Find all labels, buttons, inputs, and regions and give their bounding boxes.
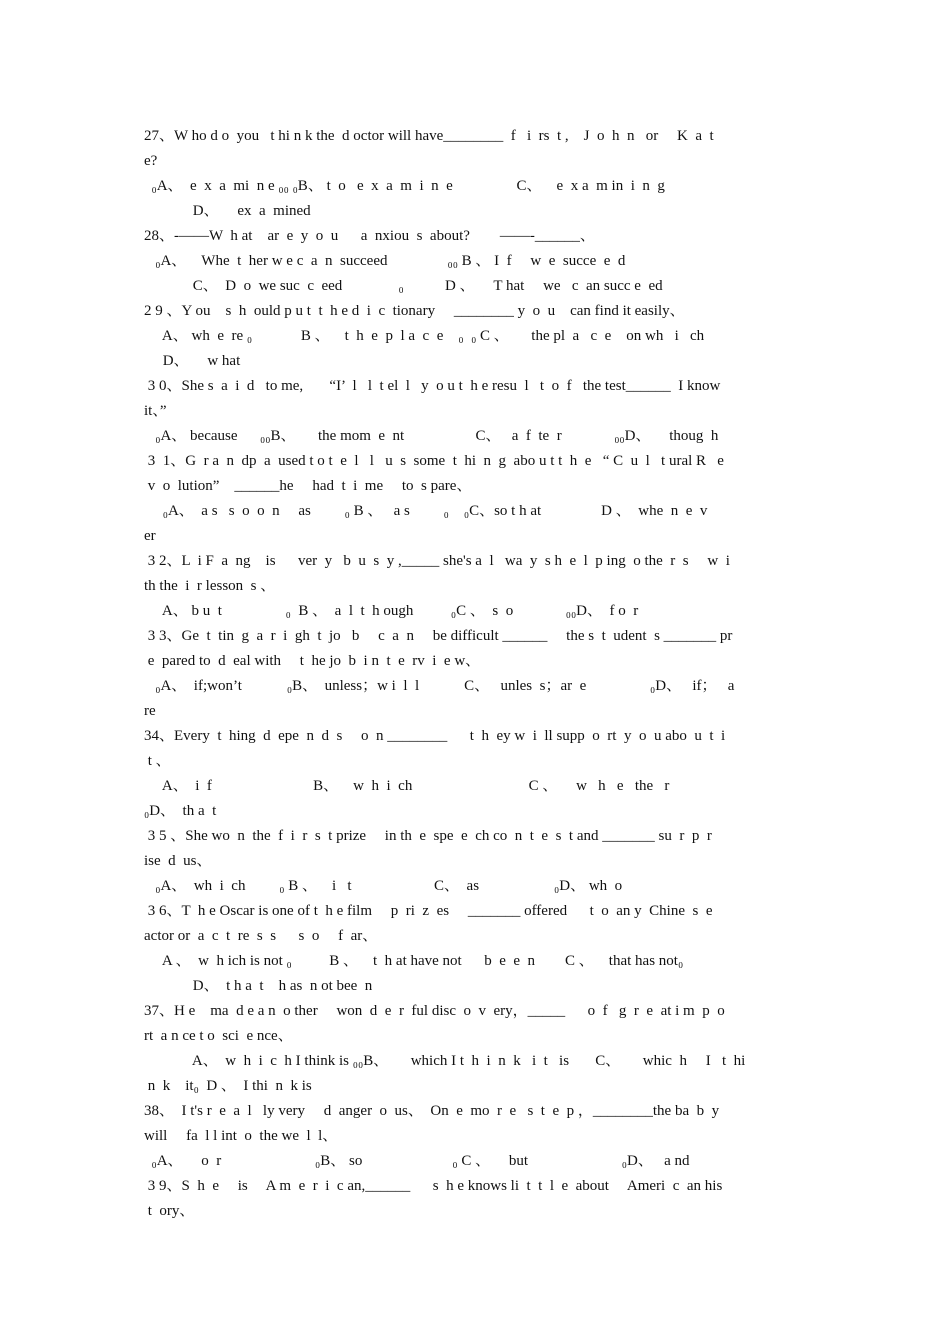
text-line: rt a n ce t o sci e nce、 xyxy=(144,1028,293,1044)
text-line: ₀A、 because ₀₀B、 the mom e nt C、 a f te r ₀₀D、 thoug h xyxy=(144,428,719,444)
text-line: D、 ex a mined xyxy=(144,203,311,219)
text-line: ₀A、 e x a mi n e ₀₀ ₀B、 t o e x a m i n e C、 e x a m in i n g xyxy=(144,178,665,194)
text-line: t ory、 xyxy=(144,1203,195,1219)
text-line: 3 6、T h e Oscar is one of t h e film p ri z es _______ offered t o an y Chine s e xyxy=(144,903,713,919)
text-line: er xyxy=(144,528,156,544)
text-line: 34、Every t hing d epe n d s o n ________ t h ey w i ll supp o rt y o u abo u t i xyxy=(144,728,726,744)
text-line: A、 w h i c h I think is ₀₀B、 which I t h i n k i t is C、 whic h I t hi xyxy=(144,1053,746,1069)
text-line: ₀A、 a s s o o n as ₀ B 、 a s ₀ ₀C、so t h at D 、 whe n e v xyxy=(144,503,708,519)
text-line: n k it₀ D 、 I thi n k is xyxy=(144,1078,312,1094)
text-line: actor or a c t re s s s o f ar、 xyxy=(144,928,378,944)
text-line: 38、 I t's r e a l ly very d anger o us、 On e mo r e s t e p ，________the ba b y xyxy=(144,1103,720,1119)
text-line: it、” xyxy=(144,403,167,419)
text-line: v o lution” ______he had t i me to s pare、 xyxy=(144,478,472,494)
text-line: 28、-——W h at ar e y o u a nxiou s about? ——-______、 xyxy=(144,228,595,244)
text-line: A、 i f B、 w h i ch C 、 w h e the r xyxy=(144,778,670,794)
text-line: ₀D、 th a t xyxy=(144,803,217,819)
text-line: A、 b u t ₀ B 、 a l t h ough ₀C 、 s o ₀₀D、 f o r xyxy=(144,603,639,619)
text-line: re xyxy=(144,703,156,719)
text-line: D、 w hat xyxy=(144,353,241,369)
text-line: A 、 w h ich is not ₀ B 、 t h at have not b e e n C 、 that has not₀ xyxy=(144,953,684,969)
text-line: 3 3、Ge t tin g a r i gh t jo b c a n be difficult ______ the s t udent s _______ pr xyxy=(144,628,733,644)
text-line: t 、 xyxy=(144,753,171,769)
text-line: ₀A、 wh i ch ₀ B 、 i t C、 as ₀D、 wh o xyxy=(144,878,623,894)
text-line: 3 1、G r a n dp a used t o t e l l u s some t hi n g abo u t t h e “ C u l t ural R e xyxy=(144,453,724,469)
text-line: ₀A、 Whe t her w e c a n succeed ₀₀ B 、 I f w e succe e d xyxy=(144,253,626,269)
text-line: 37、H e ma d e a n o ther won d e r ful disc o v ery，_____ o f g r e at i m p o xyxy=(144,1003,725,1019)
text-line: will fa l l int o the we l l、 xyxy=(144,1128,338,1144)
text-line: ₀A、 o r ₀B、 so ₀ C 、 but ₀D、 a nd xyxy=(144,1153,690,1169)
text-line: e? xyxy=(144,153,158,169)
text-line: C、 D o we suc c eed ₀ D 、 T hat we c an succ e ed xyxy=(144,278,663,294)
text-line: 3 0、She s a i d to me, “I’ l l t el l y o u t h e resu l t o f the test______ I know xyxy=(144,378,721,394)
text-line: th the i r lesson s 、 xyxy=(144,578,276,594)
text-line: 3 5 、She wo n the f i r s t prize in th e spe e ch co n t e s t and _______ su r p r xyxy=(144,828,712,844)
text-line: ise d us、 xyxy=(144,853,212,869)
text-line: A、 wh e re ₀ B 、 t h e p l a c e ₀ ₀ C 、 the pl a c e on wh i ch xyxy=(144,328,705,344)
text-line: 3 2、L i F a ng is ver y b u s y ,_____ she's a l wa y s h e l p ing o the r s w i xyxy=(144,553,730,569)
text-line: D、 t h a t h as n ot bee n xyxy=(144,978,373,994)
text-line: 2 9 、Y ou s h ould p u t t h e d i c tionary ________ y o u can find it easily、 xyxy=(144,303,685,319)
text-line: 27、W ho d o you t hi n k the d octor will have________ f i rs t , J o h n or K a t xyxy=(144,128,714,144)
text-line: ₀A、 if;won’t ₀B、 unless；w i l l C、 unles s；ar e ₀D、 if； a xyxy=(144,678,735,694)
text-line: 3 9、S h e is A m e r i c an,______ s h e knows li t t l e about Ameri c an his xyxy=(144,1178,723,1194)
text-line: e pared to d eal with t he jo b i n t e rv i e w、 xyxy=(144,653,481,669)
